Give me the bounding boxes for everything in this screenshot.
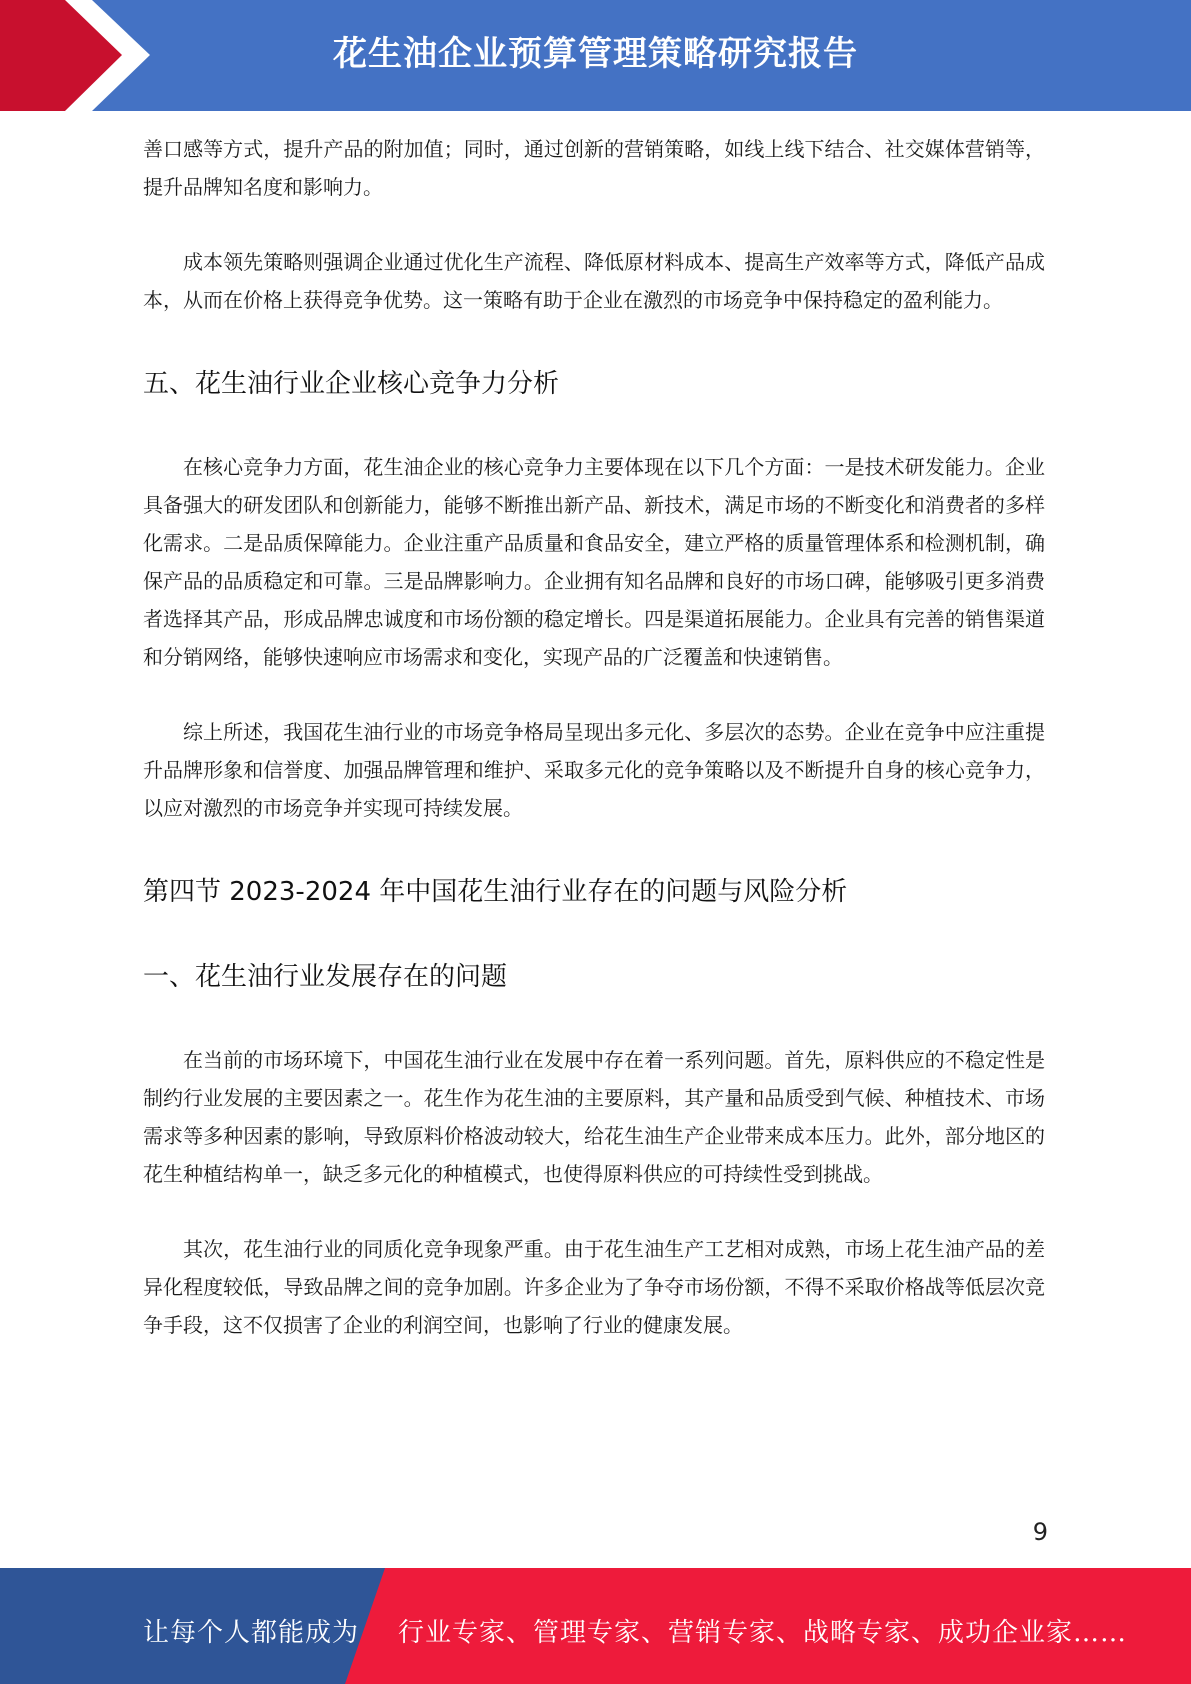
footer-slogan-right: 行业专家、管理专家、营销专家、战略专家、成功企业家…… [398, 1618, 1128, 1648]
paragraph-homogenization: 其次，花生油行业的同质化竞争现象严重。由于花生油生产工艺相对成熟，市场上花生油产品的差异化程度较低，导致品牌之间的竞争加剧。许多企业为了争夺市场份额，不得不采取价格战等低层次竞争手段，这不仅损害了企业的利润空间，也影响了行业的健康发展。 [143, 1237, 1045, 1337]
paragraph-summary: 综上所述，我国花生油行业的市场竞争格局呈现出多元化、多层次的态势。企业在竞争中应注重提升品牌形象和信誉度、加强品牌管理和维护、采取多元化的竞争策略以及不断提升自身的核心竞争力，以应对激烈的市场竞争并实现可持续发展。 [143, 720, 1045, 820]
page-number: 9 [1032, 1518, 1048, 1546]
chapter-heading-problems-risks: 第四节 2023-2024 年中国花生油行业存在的问题与风险分析 [143, 877, 848, 907]
report-title: 花生油企业预算管理策略研究报告 [333, 34, 858, 74]
footer-slogan-left: 让每个人都能成为 [143, 1618, 360, 1648]
page-footer [0, 1568, 1191, 1684]
paragraph-raw-material: 在当前的市场环境下，中国花生油行业在发展中存在着一系列问题。首先，原料供应的不稳定性是制约行业发展的主要因素之一。花生作为花生油的主要原料，其产量和品质受到气候、种植技术、市场需求等多种因素的影响，导致原料价格波动较大，给花生油生产企业带来成本压力。此外，部分地区的花生种植结构单一，缺乏多元化的种植模式，也使得原料供应的可持续性受到挑战。 [143, 1048, 1045, 1186]
page-header [0, 0, 1191, 111]
section-heading-core-competitiveness: 五、花生油行业企业核心竞争力分析 [143, 369, 560, 399]
paragraph-cost-leadership: 成本领先策略则强调企业通过优化生产流程、降低原材料成本、提高生产效率等方式，降低产品成本，从而在价格上获得竞争优势。这一策略有助于企业在激烈的市场竞争中保持稳定的盈利能力。 [143, 250, 1045, 312]
paragraph-core-competitiveness: 在核心竞争力方面，花生油企业的核心竞争力主要体现在以下几个方面：一是技术研发能力。企业具备强大的研发团队和创新能力，能够不断推出新产品、新技术，满足市场的不断变化和消费者的多样化需求。二是品质保障能力。企业注重产品质量和食品安全，建立严格的质量管理体系和检测机制，确保产品的品质稳定和可靠。三是品牌影响力。企业拥有知名品牌和良好的市场口碑，能够吸引更多消费者选择其产品，形成品牌忠诚度和市场份额的稳定增长。四是渠道拓展能力。企业具有完善的销售渠道和分销网络，能够快速响应市场需求和变化，实现产品的广泛覆盖和快速销售。 [143, 455, 1045, 669]
page-content [143, 130, 1045, 1344]
paragraph-continuation: 善口感等方式，提升产品的附加值；同时，通过创新的营销策略，如线上线下结合、社交媒体营销等，提升品牌知名度和影响力。 [143, 137, 1045, 199]
section-heading-problems: 一、花生油行业发展存在的问题 [143, 962, 508, 992]
